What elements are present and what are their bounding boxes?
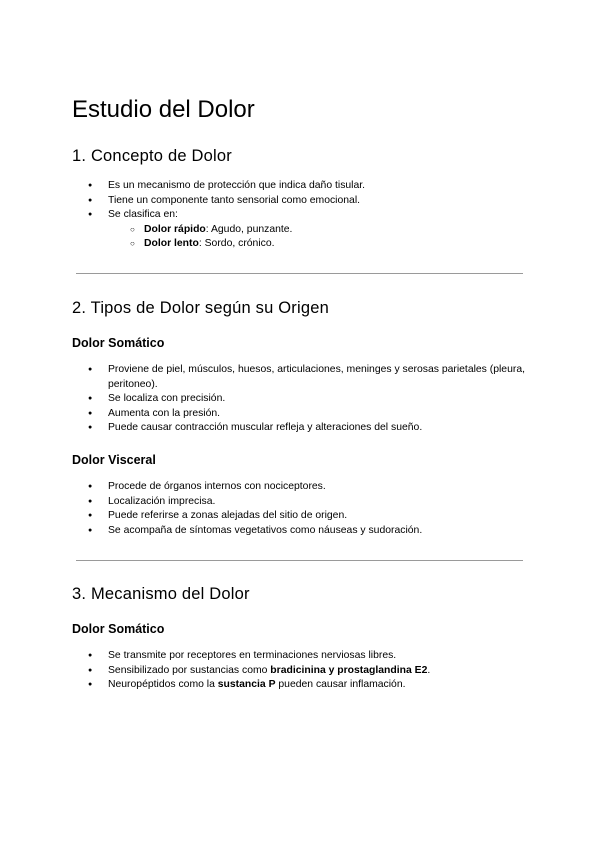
list-item-text: Se localiza con precisión. (108, 393, 226, 405)
sub-list-item (108, 223, 532, 238)
list-item-text: Neuropéptidos como la (108, 679, 218, 691)
horizontal-rule (76, 273, 523, 274)
list-item (72, 179, 532, 194)
mechanism-list (72, 649, 532, 693)
visceral-list (72, 480, 532, 538)
list-item (72, 509, 532, 524)
list-item-text: Se clasifica en: (108, 209, 178, 221)
list-item (72, 407, 532, 422)
list-item (72, 480, 532, 495)
list-item-text: Procede de órganos internos con nociceptores. (108, 481, 326, 492)
bold-term: Dolor lento (144, 238, 199, 250)
sub-list-item (108, 237, 532, 252)
bold-term: bradicinina y prostaglandina E2 (270, 664, 428, 676)
list-item (72, 208, 532, 252)
mechanism-subheading: Dolor Somático (72, 622, 165, 636)
list-item (72, 363, 532, 392)
list-item (72, 649, 532, 664)
list-item-text: Se transmite por receptores en terminaciones nerviosas libres. (108, 650, 397, 661)
section-3-heading: 3. Mecanismo del Dolor (72, 585, 250, 603)
list-item-text: Sensibilizado por sustancias como (108, 664, 271, 676)
bold-term: Dolor rápido (144, 223, 206, 235)
section-1-heading: 1. Concepto de Dolor (72, 147, 232, 165)
list-item-text: pueden causar inflamación. (275, 679, 406, 691)
section-1-list (72, 179, 532, 252)
list-item (72, 392, 532, 407)
sub-list (108, 223, 532, 252)
list-item (72, 495, 532, 510)
list-item (72, 678, 532, 693)
list-item (72, 194, 532, 209)
list-item-text: Puede causar contracción muscular refleja y alteraciones del sueño. (108, 422, 423, 434)
list-item-text: Es un mecanismo de protección que indica daño tisular. (108, 180, 366, 191)
list-item (72, 664, 532, 679)
list-item-text: Puede referirse a zonas alejadas del sitio de origen. (108, 510, 348, 522)
visceral-subheading: Dolor Visceral (72, 453, 156, 467)
list-item (72, 421, 532, 436)
list-item (72, 524, 532, 539)
list-item-text: Tiene un componente tanto sensorial como emocional. (108, 194, 361, 206)
bold-term: sustancia P (217, 679, 276, 691)
somatic-list (72, 363, 532, 436)
section-2-heading: 2. Tipos de Dolor según su Origen (72, 299, 329, 317)
somatic-subheading: Dolor Somático (72, 336, 165, 350)
list-item-text: . (427, 664, 431, 676)
sub-list-item-text: : Agudo, punzante. (205, 223, 293, 235)
list-item-text: Se acompaña de síntomas vegetativos como náuseas y sudoración. (108, 524, 423, 536)
list-item-text: Proviene de piel, músculos, huesos, articulaciones, meninges y serosas parietales (pleura, peritoneo). (108, 364, 525, 390)
list-item-text: Aumenta con la presión. (108, 407, 221, 419)
horizontal-rule (76, 560, 523, 561)
document-title: Estudio del Dolor (72, 96, 255, 123)
sub-list-item-text: : Sordo, crónico. (198, 238, 275, 250)
list-item-text: Localización imprecisa. (108, 495, 216, 507)
